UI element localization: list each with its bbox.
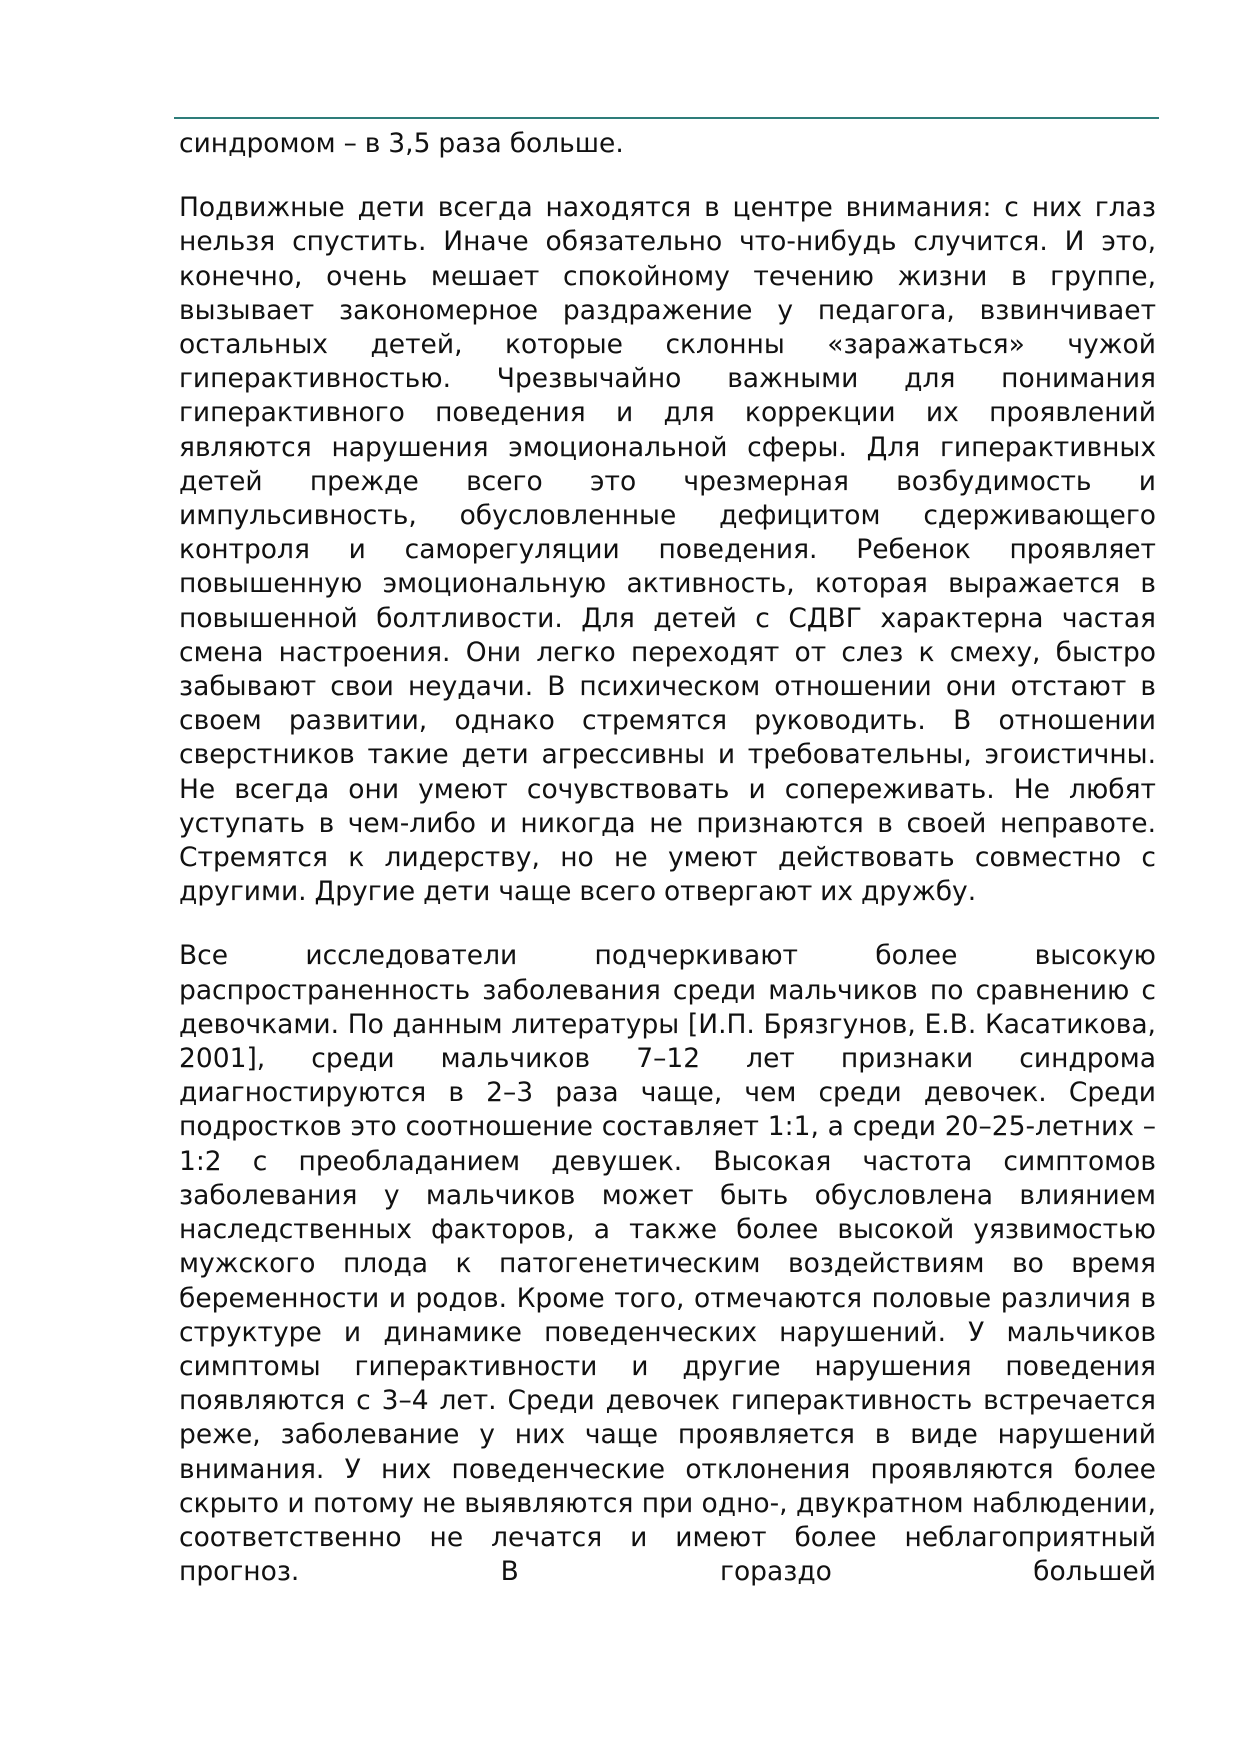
body-text	[179, 127, 1156, 1619]
paragraph-hyperactive-children: Подвижные дети всегда находятся в центре внимания: с них глаз нельзя спустить. Иначе обязательно что-нибудь случится. И это, конечно, очень мешает спокойному течению жизни в группе, вызывает закономерное раздражение у педагога, взвинчивает остальных детей, которые склонны «заражаться» чужой гиперактивностью. Чрезвычайно важными для понимания гиперактивного поведения и для коррекции их проявлений являются нарушения эмоциональной сферы. Для гиперактивных детей прежде всего это чрезмерная возбудимость и импульсивность, обусловленные дефицитом сдерживающего контроля и саморегуляции поведения. Ребенок проявляет повышенную эмоциональную активность, которая выражается в повышенной болтливости. Для детей с СДВГ характерна частая смена настроения. Они легко переходят от слез к смеху, быстро забывают свои неудачи. В психическом отношении они отстают в своем развитии, однако стремятся руководить. В отношении сверстников такие дети агрессивны и требовательны, эгоистичны. Не всегда они умеют сочувствовать и сопереживать. Не любят уступать в чем-либо и никогда не признаются в своей неправоте. Стремятся к лидерству, но не умеют действовать совместно с другими. Другие дети чаще всего отвергают их дружбу.	[179, 192, 1156, 908]
paragraph-gender-differences: Все исследователи подчеркивают более высокую распространенность заболевания среди мальчиков по сравнению с девочками. По данным литературы [И.П. Брязгунов, Е.В. Касатикова, 2001], среди мальчиков 7–12 лет признаки синдрома диагностируются в 2–3 раза чаще, чем среди девочек. Среди подростков это соотношение составляет 1:1, а среди 20–25-летних – 1:2 с преобладанием девушек. Высокая частота симптомов заболевания у мальчиков может быть обусловлена влиянием наследственных факторов, а также более высокой уязвимостью мужского плода к патогенетическим воздействиям во время беременности и родов. Кроме того, отмечаются половые различия в структуре и динамике поведенческих нарушений. У мальчиков симптомы гиперактивности и другие нарушения поведения появляются с 3–4 лет. Среди девочек гиперактивность встречается реже, заболевание у них чаще проявляется в виде нарушений внимания. У них поведенческие отклонения проявляются более скрыто и потому не выявляются при одно-, двукратном наблюдении, соответственно не лечатся и имеют более неблагоприятный прогноз. В гораздо большей	[179, 940, 1156, 1588]
paragraph-continuation: синдромом – в 3,5 раза больше.	[179, 128, 624, 159]
header-rule	[174, 117, 1159, 119]
